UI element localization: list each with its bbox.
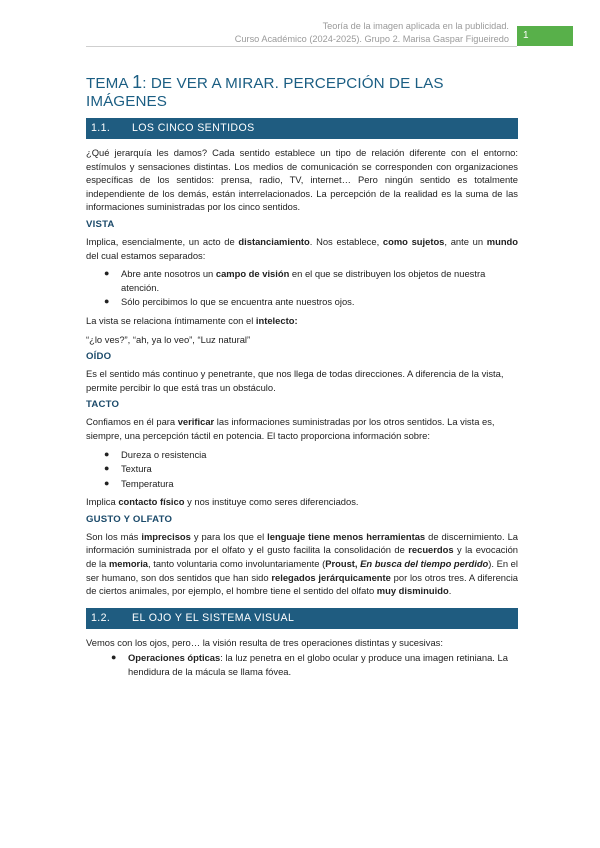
list-item: ● Dureza o resistencia — [104, 448, 207, 460]
list-item: ● Operaciones ópticas: la luz penetra en el globo ocular y produce una imagen retiniana. La hendidura de la mácula se llama fóvea. — [111, 652, 508, 678]
vista-list — [86, 267, 518, 309]
subheading-tacto: TACTO — [86, 399, 120, 411]
vista-intelecto: La vista se relaciona íntimamente con el intelecto: — [86, 314, 298, 326]
ojo-paragraph: Vemos con los ojos, pero… la visión resulta de tres operaciones distintas y sucesivas: — [86, 636, 443, 648]
tacto-contacto: Implica contacto físico y nos instituye como seres diferenciados. — [86, 496, 359, 508]
header-course-title: Teoría de la imagen aplicada en la publicidad. — [322, 21, 509, 31]
list-item: ● Temperatura — [104, 477, 174, 489]
section-heading-1-2: 1.2. EL OJO Y EL SISTEMA VISUAL — [86, 608, 518, 629]
header-divider — [86, 46, 517, 47]
subheading-oido: OÍDO — [86, 351, 112, 363]
gusto-paragraph: Son los más imprecisos y para los que el lenguaje tiene menos herramientas de discernimiento. La información suministrada por el olfato y el gusto facilita la consolidación de recuerdos y la evocación de la memoria, tanto voluntaria como involuntariamente (Proust, En busca del tiempo perdido). En el ser humano, son dos sentidos que han sido relegados jerárquicamente por los otros tres. A diferencia de ciertos animales, por ejemplo, el hombre tiene el sentido del olfato muy disminuido. — [86, 530, 519, 597]
list-item: ● Abre ante nosotros un campo de visión en el que se distribuyen los objetos de nuestra atención. — [104, 268, 486, 293]
intro-paragraph: ¿Qué jerarquía les damos? Cada sentido establece un tipo de relación diferente con el entorno: estímulos y sensaciones distintas. Los medios de comunicación se corresponden con organizaciones específicas de los sentidos: prensa, radio, TV, internet… Pero ningún sentido es totalmente independiente de los demás, están interrelacionados. La percepción de la realidad es la suma de las informaciones suministradas por los cinco sentidos. — [86, 147, 518, 213]
page-title: TEMA 1: DE VER A MIRAR. PERCEPCIÓN DE LAS IMÁGENES — [86, 72, 444, 110]
subheading-vista: VISTA — [86, 218, 115, 230]
page-number-badge: 1 — [517, 26, 573, 46]
header-course-details: Curso Académico (2024-2025). Grupo 2. Marisa Gaspar Figueiredo — [234, 34, 509, 44]
section-heading-1-1: 1.1. LOS CINCO SENTIDOS — [86, 118, 518, 139]
list-item: ● Textura — [104, 463, 152, 475]
tacto-paragraph: Confiamos en él para verificar las informaciones suministradas por los otros sentidos. La vista es, siempre, una percepción táctil en potencia. El tacto proporciona información sobre: — [86, 416, 495, 441]
subheading-gusto-olfato: GUSTO Y OLFATO — [86, 513, 173, 525]
list-item: ● Sólo percibimos lo que se encuentra ante nuestros ojos. — [104, 296, 355, 308]
oido-paragraph: Es el sentido más continuo y penetrante, que nos llega de todas direcciones. A diferencia de la vista, permite percibir lo que está tras un obstáculo. — [86, 368, 504, 393]
vista-quote: “¿lo ves?”, “ah, ya lo veo”, “Luz natural” — [86, 333, 251, 345]
running-header — [235, 20, 509, 46]
tacto-list — [86, 448, 518, 491]
vista-paragraph: Implica, esencialmente, un acto de distanciamiento. Nos establece, como sujetos, ante un mundo del cual estamos separados: — [86, 235, 519, 261]
page-content — [86, 72, 518, 684]
ojo-list — [86, 651, 518, 678]
